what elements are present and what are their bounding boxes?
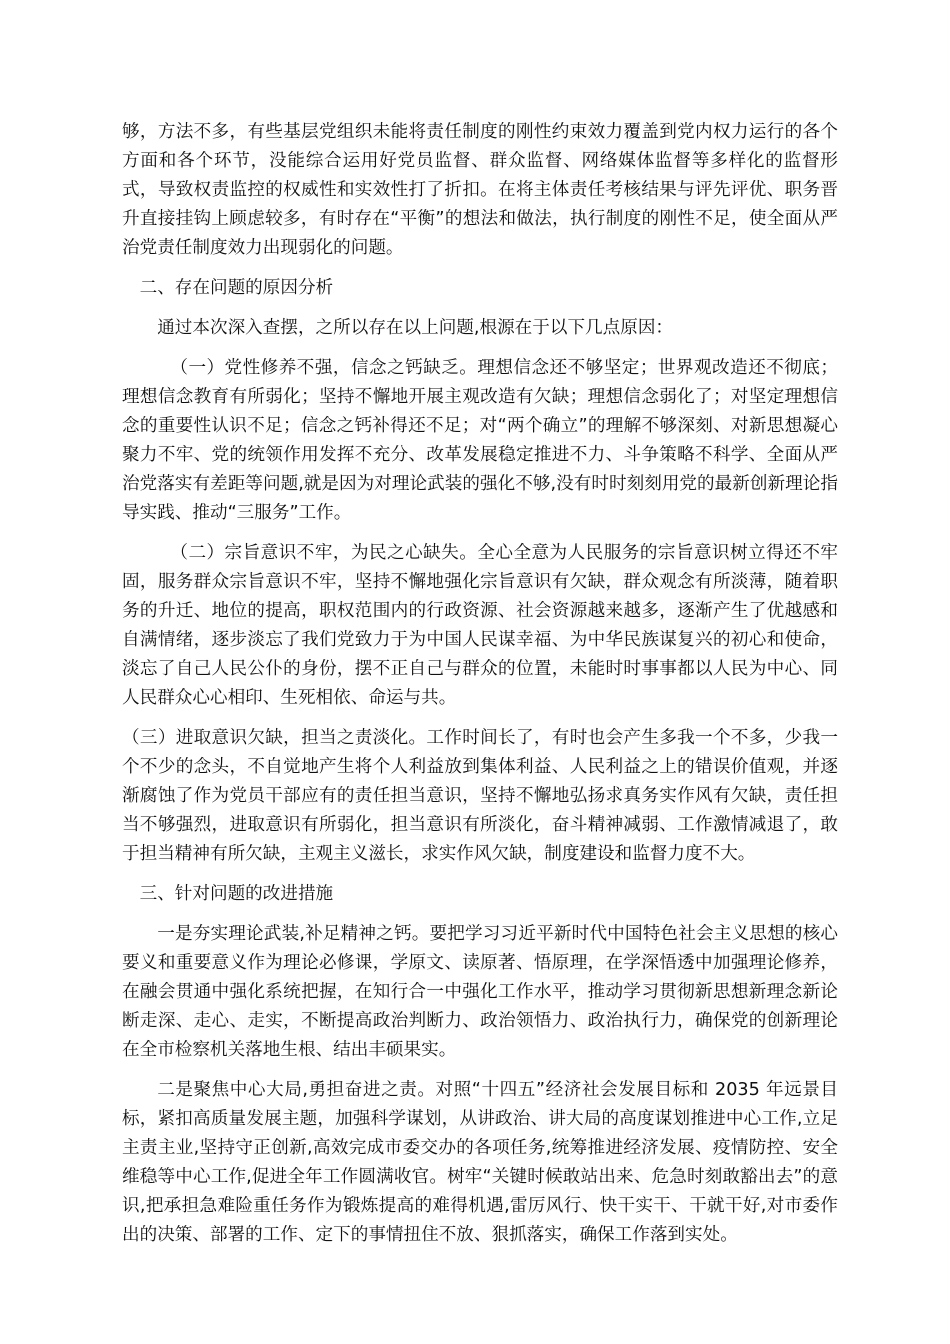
- paragraph-cause-2: （二）宗旨意识不牢，为民之心缺失。全心全意为人民服务的宗旨意识树立得还不牢固，服务群众宗旨意识不牢，坚持不懈地强化宗旨意识有欠缺，群众观念有所淡薄，随着职务的升迁、地位的提高，职权范围内的行政资源、社会资源越来越多，逐渐产生了优越感和自满情绪，逐步淡忘了我们党致力于为中国人民谋幸福、为中华民族谋复兴的初心和使命，淡忘了自己人民公仆的身份，摆不正自己与群众的位置，未能时时事事都以人民为中心、同人民群众心心相印、生死相依、命运与共。: [122, 543, 838, 708]
- paragraph-cause-1: （一）党性修养不强，信念之钙缺乏。理想信念还不够坚定；世界观改造还不彻底；理想信念教育有所弱化；坚持不懈地开展主观改造有欠缺；理想信念弱化了；对坚定理想信念的重要性认识不足；信念之钙补得还不足；对“两个确立”的理解不够深刻、对新思想凝心聚力不牢、党的统领作用发挥不充分、改革发展稳定推进不力、斗争策略不科学、全面从严治党落实有差距等问题,就是因为对理论武装的强化不够,没有时时刻刻用党的最新创新理论指导实践、推动“三服务”工作。: [122, 358, 838, 523]
- paragraph-intro: 够，方法不多，有些基层党组织未能将责任制度的刚性约束效力覆盖到党内权力运行的各个方面和各个环节，没能综合运用好党员监督、群众监督、网络媒体监督等多样化的监督形式，导致权责监控的权威性和实效性打了折扣。在将主体责任考核结果与评先评优、职务晋升直接挂钩上顾虑较多，有时存在“平衡”的想法和做法，执行制度的刚性不足，使全面从严治党责任制度效力出现弱化的问题。: [122, 122, 838, 258]
- section-heading-2: 二、存在问题的原因分析: [139, 278, 334, 298]
- section-heading-3: 三、针对问题的改进措施: [139, 884, 334, 904]
- paragraph-cause-intro: 通过本次深入查摆，之所以存在以上问题,根源在于以下几点原因：: [157, 318, 674, 338]
- document-page: [122, 118, 838, 1261]
- paragraph-measure-2: 二是聚焦中心大局,勇担奋进之责。对照“十四五”经济社会发展目标和 2035 年远景目标，紧扣高质量发展主题，加强科学谋划，从讲政治、讲大局的高度谋划推进中心工作,立足主责主业,坚持守正创新,高效完成市委交办的各项任务,统筹推进经济发展、疫情防控、安全维稳等中心工作,促进全年工作圆满收官。树牢“关键时候敢站出来、危急时刻敢豁出去”的意识,把承担急难险重任务作为锻炼提高的难得机遇,雷厉风行、快干实干、干就干好,对市委作出的决策、部署的工作、定下的事情扭住不放、狠抓落实，确保工作落到实处。: [122, 1080, 838, 1245]
- paragraph-cause-3: （三）进取意识欠缺，担当之责淡化。工作时间长了，有时也会产生多我一个不多，少我一个不少的念头，不自觉地产生将个人利益放到集体利益、人民利益之上的错误价值观，并逐渐腐蚀了作为党员干部应有的责任担当意识，坚持不懈地弘扬求真务实作风有欠缺，责任担当不够强烈，进取意识有所弱化，担当意识有所淡化，奋斗精神减弱、工作激情减退了，敢于担当精神有所欠缺，主观主义滋长，求实作风欠缺，制度建设和监督力度不大。: [122, 728, 838, 864]
- paragraph-measure-1: 一是夯实理论武装,补足精神之钙。要把学习习近平新时代中国特色社会主义思想的核心要义和重要意义作为理论必修课，学原文、读原著、悟原理，在学深悟透中加强理论修养，在融会贯通中强化系统把握，在知行合一中强化工作水平，推动学习贯彻新思想新理念新论断走深、走心、走实，不断提高政治判断力、政治领悟力、政治执行力，确保党的创新理论在全市检察机关落地生根、结出丰硕果实。: [122, 924, 838, 1060]
